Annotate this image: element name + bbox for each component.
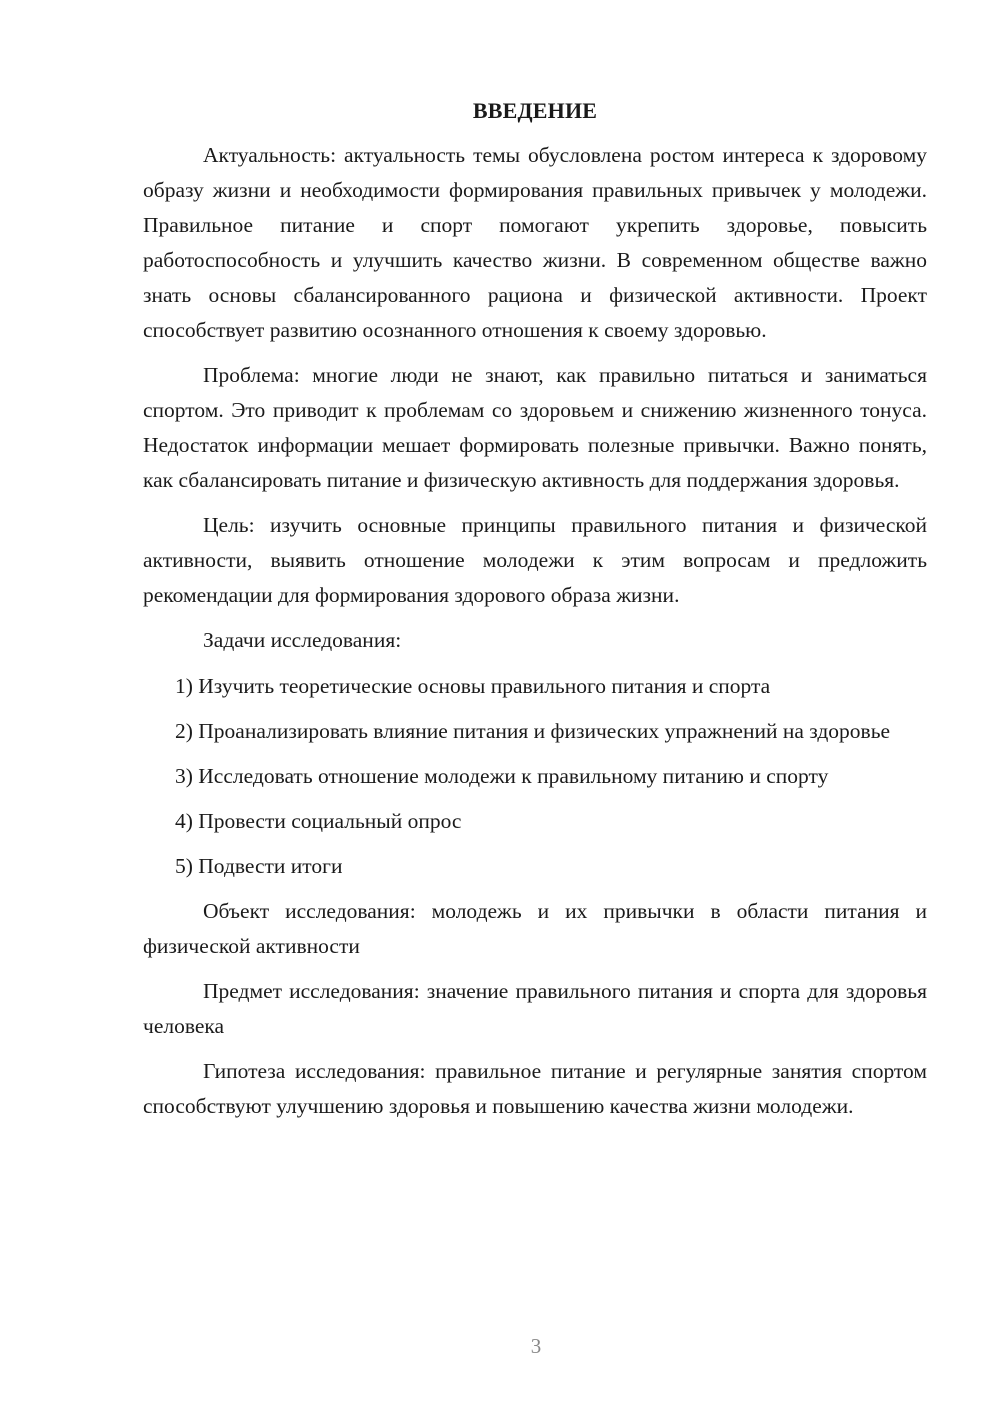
object-paragraph: Объект исследования: молодежь и их привычки в области питания и физической активности [143, 899, 927, 958]
task-item-3: 3) Исследовать отношение молодежи к правильному питанию и спорту [175, 764, 829, 788]
page-number: 3 [530, 1334, 542, 1358]
hypothesis-paragraph: Гипотеза исследования: правильное питание и регулярные занятия спортом способствуют улучшению здоровья и повышению качества жизни молодежи. [143, 1059, 927, 1118]
subject-paragraph: Предмет исследования: значение правильного питания и спорта для здоровья человека [143, 979, 927, 1038]
goal-paragraph: Цель: изучить основные принципы правильного питания и физической активности, выявить отношение молодежи к этим вопросам и предложить рекомендации для формирования здорового образа жизни. [143, 513, 927, 607]
task-item-2: 2) Проанализировать влияние питания и физических упражнений на здоровье [175, 719, 891, 743]
relevance-paragraph: Актуальность: актуальность темы обусловлена ростом интереса к здоровому образу жизни и необходимости формирования правильных привычек у молодежи. Правильное питание и спорт помогают укрепить здоровье, повысить работоспособность и улучшить качество жизни. В современном обществе важно знать основы сбалансированного рациона и физической активности. Проект способствует развитию осознанного отношения к своему здоровью. [143, 143, 927, 342]
task-item-4: 4) Провести социальный опрос [175, 809, 462, 833]
task-item-5: 5) Подвести итоги [175, 854, 343, 878]
page-content [143, 96, 927, 1134]
task-item-1: 1) Изучить теоретические основы правильного питания и спорта [175, 674, 771, 698]
problem-paragraph: Проблема: многие люди не знают, как правильно питаться и заниматься спортом. Это приводит к проблемам со здоровьем и снижению жизненного тонуса. Недостаток информации мешает формировать полезные привычки. Важно понять, как сбалансировать питание и физическую активность для поддержания здоровья. [143, 363, 927, 492]
tasks-heading: Задачи исследования: [203, 628, 402, 652]
page-title: ВВЕДЕНИЕ [472, 98, 598, 123]
